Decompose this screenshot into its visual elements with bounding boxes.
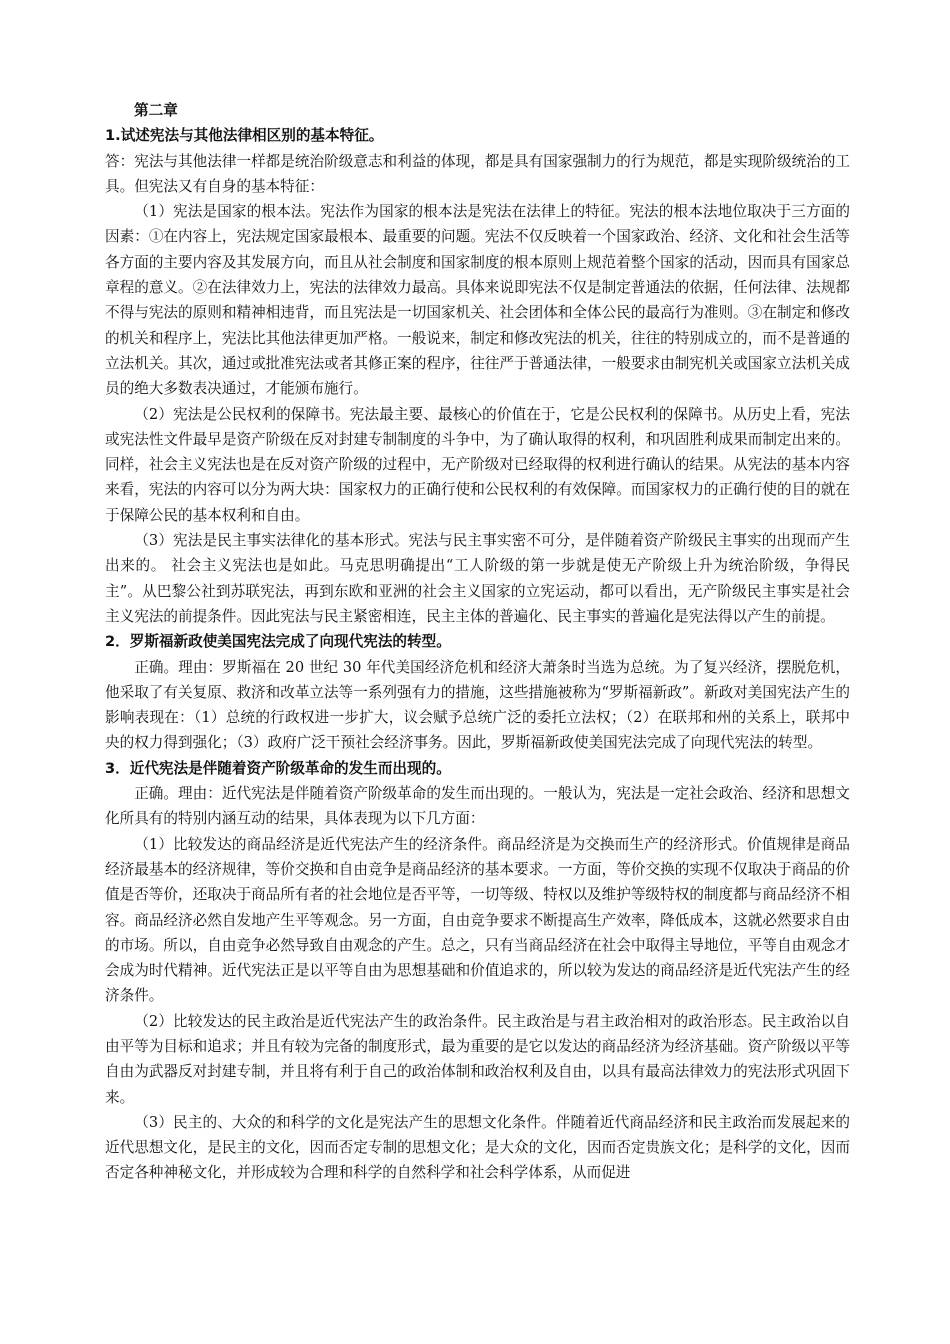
question-1-heading: 1.试述宪法与其他法律相区别的基本特征。 [105,127,384,145]
question-2-heading: 2．罗斯福新政使美国宪法完成了向现代宪法的转型。 [105,633,451,651]
question-3-heading: 3．近代宪法是伴随着资产阶级革命的发生而出现的。 [105,759,451,777]
answer-3-intro: 正确。理由：近代宪法是伴随着资产阶级革命的发生而出现的。一般认为，宪法是一定社会政治、经济和思想文化所具有的特别内涵互动的结果，具体表现为以下几方面： [105,785,850,828]
answer-3-point-1: （1）比较发达的商品经济是近代宪法产生的经济条件。商品经济是为交换而生产的经济形式。价值规律是商品经济最基本的经济规律，等价交换和自由竞争是商品经济的基本要求。一方面，等价交换的实现不仅取决于商品的价值是否等价，还取决于商品所有者的社会地位是否平等，一切等级、特权以及维护等级特权的制度都与商品经济不相容。商品经济必然自发地产生平等观念。另一方面，自由竞争要求不断提高生产效率，降低成本，这就必然要求自由的市场。所以，自由竞争必然导致自由观念的产生。总之，只有当商品经济在社会中取得主导地位，平等自由观念才会成为时代精神。近代宪法正是以平等自由为思想基础和价值追求的，所以较为发达的商品经济是近代宪法产生的经济条件。 [105,835,850,1005]
document-page [105,98,850,1186]
answer-3-point-2: （2）比较发达的民主政治是近代宪法产生的政治条件。民主政治是与君主政治相对的政治形态。民主政治以自由平等为目标和追求；并且有较为完备的制度形式，最为重要的是它以发达的商品经济为经济基础。资产阶级以平等自由为武器反对封建专制，并且将有利于自己的政治体制和政治权利及自由，以具有最高法律效力的宪法形式巩固下来。 [105,1012,850,1106]
answer-1-intro: 答：宪法与其他法律一样都是统治阶级意志和利益的体现，都是具有国家强制力的行为规范，都是实现阶级统治的工具。但宪法又有自身的基本特征： [105,152,850,195]
chapter-title: 第二章 [134,102,178,119]
answer-1-point-1: （1）宪法是国家的根本法。宪法作为国家的根本法是宪法在法律上的特征。宪法的根本法地位取决于三方面的因素：①在内容上，宪法规定国家最根本、最重要的问题。宪法不仅反映着一个国家政治、经济、文化和社会生活等各方面的主要内容及其发展方向，而且从社会制度和国家制度的根本原则上规范着整个国家的活动，因而具有国家总章程的意义。②在法律效力上，宪法的法律效力最高。具体来说即宪法不仅是制定普通法的依据，任何法律、法规都不得与宪法的原则和精神相违背，而且宪法是一切国家机关、社会团体和全体公民的最高行为准则。③在制定和修改的机关和程序上，宪法比其他法律更加严格。一般说来，制定和修改宪法的机关，往往的特别成立的，而不是普通的立法机关。其次，通过或批准宪法或者其修正案的程序，往往严于普通法律，一般要求由制宪机关或国家立法机关成员的绝大多数表决通过，才能颁布施行。 [105,203,850,398]
answer-2-paragraph: 正确。理由：罗斯福在 20 世纪 30 年代美国经济危机和经济大萧条时当选为总统。为了复兴经济，摆脱危机，他采取了有关复原、救济和改革立法等一系列强有力的措施，这些措施被称为“罗斯福新政”。新政对美国宪法产生的影响表现在：（1）总统的行政权进一步扩大，议会赋予总统广泛的委托立法权；（2）在联邦和州的关系上，联邦中央的权力得到强化；（3）政府广泛干预社会经济事务。因此，罗斯福新政使美国宪法完成了向现代宪法的转型。 [105,658,850,752]
answer-3-point-3: （3）民主的、大众的和科学的文化是宪法产生的思想文化条件。伴随着近代商品经济和民主政治而发展起来的近代思想文化，是民主的文化，因而否定专制的思想文化；是大众的文化，因而否定贵族文化；是科学的文化，因而否定各种神秘文化，并形成较为合理和科学的自然科学和社会科学体系，从而促进 [105,1113,850,1182]
answer-1-point-2: （2）宪法是公民权利的保障书。宪法最主要、最核心的价值在于，它是公民权利的保障书。从历史上看，宪法或宪法性文件最早是资产阶级在反对封建专制制度的斗争中，为了确认取得的权利，和巩固胜利成果而制定出来的。同样，社会主义宪法也是在反对资产阶级的过程中，无产阶级对已经取得的权利进行确认的结果。从宪法的基本内容来看，宪法的内容可以分为两大块：国家权力的正确行使和公民权利的有效保障。而国家权力的正确行使的目的就在于保障公民的基本权利和自由。 [105,405,850,524]
answer-1-point-3: （3）宪法是民主事实法律化的基本形式。宪法与民主事实密不可分，是伴随着资产阶级民主事实的出现而产生出来的。 社会主义宪法也是如此。马克思明确提出“工人阶级的第一步就是使无产阶级上升为统治阶级，争得民主”。从巴黎公社到苏联宪法，再到东欧和亚洲的社会主义国家的立宪运动，都可以看出，无产阶级民主事实是社会主义宪法的前提条件。因此宪法与民主紧密相连，民主主体的普遍化、民主事实的普遍化是宪法得以产生的前提。 [105,532,850,625]
